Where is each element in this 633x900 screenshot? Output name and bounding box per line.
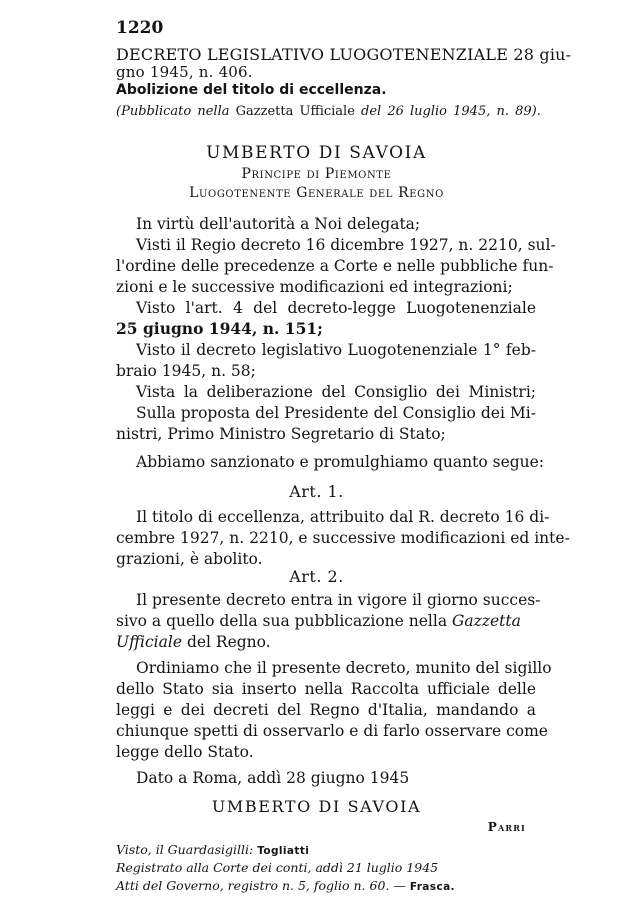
article-1-heading: Art. 1.	[289, 482, 344, 501]
guardasigilli-name: Togliatti	[257, 845, 310, 857]
preamble-line: Visti il Regio decreto 16 dicembre 1927, n. 2210, sul-	[136, 236, 556, 254]
preamble-line: 25 giugno 1944, n. 151;	[116, 319, 323, 338]
closing-line: chiunque spetti di osservarlo e di farlo osservare come	[116, 722, 548, 740]
sovereign-title-1: Principe di Piemonte	[241, 166, 392, 182]
signature: UMBERTO DI SAVOIA	[211, 797, 422, 816]
registration-note: Registrato alla Corte dei conti, addì 21 luglio 1945	[116, 860, 439, 875]
article-2-line	[116, 611, 536, 631]
article-1-line: cembre 1927, n. 2210, e successive modificazioni ed inte-	[116, 529, 570, 547]
article-2-text-end: del Regno.	[182, 633, 271, 651]
decree-title-line-1: DECRETO LEGISLATIVO LUOGOTENENZIALE 28 giu-	[116, 45, 572, 64]
closing-line: Ordiniamo che il presente decreto, munito del sigillo	[136, 659, 552, 677]
place-date: Dato a Roma, addì 28 giugno 1945	[136, 769, 410, 787]
preamble-line: braio 1945, n. 58;	[116, 362, 256, 380]
acts-name: Frasca.	[409, 881, 455, 893]
decree-title-line-2: gno 1945, n. 406.	[116, 63, 253, 81]
article-1-line: grazioni, è abolito.	[116, 550, 263, 568]
acts-label: Atti del Governo, registro n. 5, foglio n. 60. —	[116, 878, 406, 893]
article-2-gazette: Gazzetta	[452, 612, 521, 630]
preamble-line: Visto l'art. 4 del decreto-legge Luogotenenziale	[136, 299, 536, 317]
acts-note	[116, 878, 455, 893]
publication-gazette: Gazzetta Ufficiale	[235, 104, 355, 119]
guardasigilli-note	[116, 842, 309, 857]
publication-part-1: (Pubblicato nella	[116, 104, 230, 119]
countersignature: Parri	[487, 820, 526, 834]
publication-part-3: del 26 luglio 1945, n. 89).	[361, 104, 541, 119]
article-2-line	[116, 632, 536, 652]
closing-line: dello Stato sia inserto nella Raccolta ufficiale delle	[116, 680, 536, 698]
preamble-line: l'ordine delle precedenze a Corte e nelle pubbliche fun-	[116, 257, 554, 275]
article-2-line: Il presente decreto entra in vigore il giorno succes-	[136, 591, 541, 609]
preamble-line: Vista la deliberazione del Consiglio dei Ministri;	[136, 383, 536, 401]
guardasigilli-label: Visto, il Guardasigilli:	[116, 842, 254, 857]
preamble-line: Sulla proposta del Presidente del Consiglio dei Mi-	[136, 404, 536, 422]
closing-line: leggi e dei decreti del Regno d'Italia, mandando a	[116, 701, 536, 719]
preamble-line: nistri, Primo Ministro Segretario di Stato;	[116, 425, 446, 443]
preamble-line: In virtù dell'autorità a Noi delegata;	[136, 215, 421, 233]
closing-line: legge dello Stato.	[116, 743, 254, 761]
sovereign-name: UMBERTO DI SAVOIA	[206, 143, 427, 163]
article-2-gazette-cont: Ufficiale	[116, 633, 183, 651]
preamble-line: zioni e le successive modificazioni ed integrazioni;	[116, 278, 513, 296]
article-2-heading: Art. 2.	[289, 567, 344, 586]
publication-note	[116, 104, 541, 119]
article-1-line: Il titolo di eccellenza, attribuito dal R. decreto 16 di-	[136, 508, 550, 526]
preamble-line: Visto il decreto legislativo Luogotenenziale 1° feb-	[136, 341, 536, 359]
sovereign-title-2: Luogotenente Generale del Regno	[189, 185, 444, 201]
article-2-text: sivo a quello della sua pubblicazione nella	[116, 612, 452, 630]
decree-subject: Abolizione del titolo di eccellenza.	[116, 82, 387, 98]
page-number: 1220	[116, 18, 164, 38]
enactment-formula: Abbiamo sanzionato e promulghiamo quanto segue:	[136, 453, 545, 471]
